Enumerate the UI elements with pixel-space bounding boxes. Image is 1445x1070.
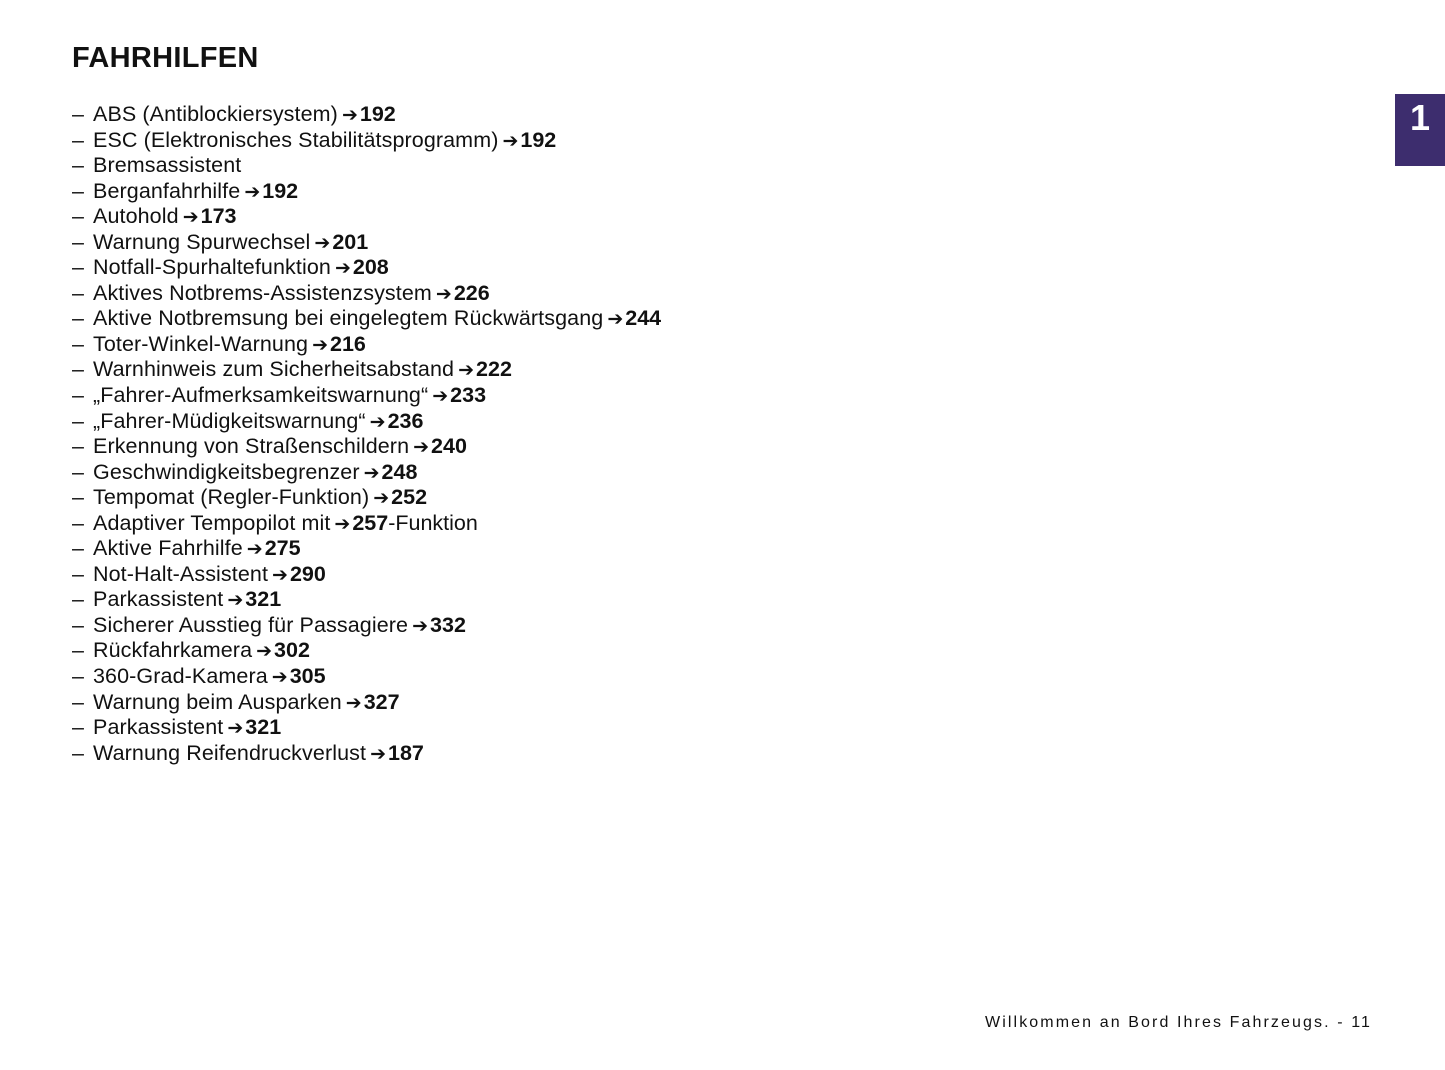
list-item: [72, 485, 661, 511]
bullet-dash: –: [72, 383, 84, 408]
page-reference-link[interactable]: 173: [200, 204, 237, 229]
page-reference-link[interactable]: 305: [289, 664, 326, 689]
bullet-dash: –: [72, 408, 84, 433]
item-label: Warnung Spurwechsel: [93, 229, 311, 254]
arrow-right-icon: ➔: [363, 462, 380, 484]
list-item: [72, 128, 661, 154]
item-label: ESC (Elektronisches Stabilitätsprogramm): [93, 127, 499, 152]
page-reference-link[interactable]: 257: [352, 510, 389, 535]
arrow-right-icon: ➔: [256, 641, 273, 663]
item-label-suffix: -Funktion: [388, 510, 478, 535]
item-label: Adaptiver Tempopilot mit: [93, 510, 331, 535]
bullet-dash: –: [72, 587, 84, 612]
arrow-right-icon: ➔: [272, 564, 288, 586]
chapter-tab[interactable]: 1: [1395, 94, 1445, 166]
arrow-right-icon: ➔: [502, 130, 519, 152]
list-item: [72, 230, 661, 256]
page-reference-link[interactable]: 321: [245, 587, 282, 612]
arrow-right-icon: ➔: [334, 513, 351, 535]
page-reference-link[interactable]: 226: [453, 280, 490, 305]
page-reference-link[interactable]: 192: [520, 127, 557, 152]
page-reference-link[interactable]: 208: [352, 255, 389, 280]
bullet-dash: –: [72, 127, 84, 152]
item-label: Erkennung von Straßenschildern: [93, 434, 410, 459]
arrow-right-icon: ➔: [271, 667, 288, 689]
list-item: [72, 715, 661, 741]
item-label: Toter-Winkel-Warnung: [93, 331, 309, 356]
arrow-right-icon: ➔: [334, 258, 351, 280]
page-reference-link[interactable]: 327: [363, 689, 400, 714]
item-label: Rückfahrkamera: [93, 638, 253, 663]
bullet-dash: –: [72, 255, 84, 280]
list-item: [72, 332, 661, 358]
item-label: Not-Halt-Assistent: [93, 561, 269, 586]
item-label: Tempomat (Regler-Funktion): [93, 485, 370, 510]
item-label: Geschwindigkeitsbegrenzer: [93, 459, 360, 484]
page-reference-link[interactable]: 332: [430, 612, 466, 637]
page-reference-link[interactable]: 321: [245, 715, 282, 740]
bullet-dash: –: [72, 612, 84, 637]
bullet-dash: –: [72, 204, 84, 229]
page-reference-link[interactable]: 187: [387, 740, 424, 765]
bullet-dash: –: [72, 740, 84, 765]
page-reference-link[interactable]: 244: [625, 306, 662, 331]
list-item: [72, 587, 661, 613]
item-label: Warnhinweis zum Sicherheitsabstand: [93, 357, 455, 382]
page-reference-link[interactable]: 240: [431, 434, 467, 459]
arrow-right-icon: ➔: [341, 105, 358, 126]
arrow-right-icon: ➔: [607, 309, 624, 331]
list-item: [72, 255, 661, 281]
item-label: Aktives Notbrems-Assistenzsystem: [93, 280, 432, 305]
list-item: [72, 690, 661, 716]
list-item: [72, 511, 661, 537]
bullet-dash: –: [72, 561, 84, 586]
arrow-right-icon: ➔: [227, 718, 244, 740]
list-item: [72, 383, 661, 409]
item-label: Aktive Fahrhilfe: [93, 536, 243, 561]
arrow-right-icon: ➔: [312, 334, 328, 356]
page-reference-link[interactable]: 222: [476, 357, 512, 382]
item-label: 360-Grad-Kamera: [93, 664, 268, 689]
list-item: [72, 638, 661, 664]
page-reference-link[interactable]: 252: [391, 485, 428, 510]
list-item: [72, 409, 661, 435]
page-reference-link[interactable]: 290: [289, 561, 326, 586]
list-item: [72, 179, 661, 205]
item-label: Parkassistent: [93, 587, 224, 612]
bullet-dash: –: [72, 357, 84, 382]
list-item: [72, 741, 661, 767]
item-label: „Fahrer-Müdigkeitswarnung“: [93, 408, 366, 433]
list-item: [72, 536, 661, 562]
page-footer: [985, 1014, 1372, 1032]
bullet-dash: –: [72, 229, 84, 254]
driving-aids-list: [72, 102, 661, 766]
bullet-dash: –: [72, 153, 84, 178]
bullet-dash: –: [72, 280, 84, 305]
item-label: Aktive Notbremsung bei eingelegtem Rückwärtsgang: [93, 306, 604, 331]
item-label: Warnung beim Ausparken: [93, 689, 342, 714]
list-item: [72, 357, 661, 383]
bullet-dash: –: [72, 510, 84, 535]
footer-text: Willkommen an Bord Ihres Fahrzeugs.: [985, 1014, 1331, 1031]
list-item: [72, 664, 661, 690]
page-reference-link[interactable]: 233: [450, 383, 487, 408]
list-item: [72, 153, 661, 179]
page-number: 11: [1351, 1014, 1372, 1031]
arrow-right-icon: ➔: [182, 207, 199, 229]
arrow-right-icon: ➔: [227, 590, 244, 612]
item-label: Bremsassistent: [93, 153, 242, 178]
page-reference-link[interactable]: 192: [262, 178, 299, 203]
list-item: [72, 306, 661, 332]
page-reference-link[interactable]: 201: [332, 229, 369, 254]
list-item: [72, 613, 661, 639]
bullet-dash: –: [72, 306, 84, 331]
item-label: „Fahrer-Aufmerksamkeitswarnung“: [93, 383, 429, 408]
item-label: Parkassistent: [93, 715, 224, 740]
bullet-dash: –: [72, 689, 84, 714]
page-reference-link[interactable]: 216: [330, 331, 366, 356]
list-item: [72, 434, 661, 460]
arrow-right-icon: ➔: [435, 283, 452, 305]
bullet-dash: –: [72, 536, 84, 561]
item-label: Berganfahrhilfe: [93, 178, 241, 203]
bullet-dash: –: [72, 102, 84, 126]
item-label: Notfall-Spurhaltefunktion: [93, 255, 331, 280]
item-label: Autohold: [93, 204, 179, 229]
arrow-right-icon: ➔: [373, 488, 390, 510]
item-label: Sicherer Ausstieg für Passagiere: [93, 612, 409, 637]
page-reference-link[interactable]: 236: [387, 408, 424, 433]
page-reference-link[interactable]: 248: [381, 459, 418, 484]
list-item: [72, 102, 661, 128]
arrow-right-icon: ➔: [370, 743, 386, 765]
footer-separator: -: [1330, 1014, 1352, 1031]
arrow-right-icon: ➔: [345, 692, 362, 714]
page-reference-link[interactable]: 275: [264, 536, 301, 561]
bullet-dash: –: [72, 485, 84, 510]
page-reference-link[interactable]: 192: [359, 102, 396, 126]
arrow-right-icon: ➔: [244, 181, 261, 203]
arrow-right-icon: ➔: [314, 232, 331, 254]
list-item: [72, 281, 661, 307]
list-item: [72, 204, 661, 230]
page-reference-link[interactable]: 302: [274, 638, 310, 663]
bullet-dash: –: [72, 459, 84, 484]
page-title: FAHRHILFEN: [72, 42, 259, 74]
bullet-dash: –: [72, 178, 84, 203]
arrow-right-icon: ➔: [246, 539, 263, 561]
list-item: [72, 460, 661, 486]
arrow-right-icon: ➔: [432, 386, 449, 408]
bullet-dash: –: [72, 664, 84, 689]
bullet-dash: –: [72, 715, 84, 740]
arrow-right-icon: ➔: [369, 411, 386, 433]
item-label: Warnung Reifendruckverlust: [93, 740, 367, 765]
item-label: ABS (Antiblockiersystem): [93, 102, 338, 126]
list-item: [72, 562, 661, 588]
arrow-right-icon: ➔: [413, 437, 430, 459]
arrow-right-icon: ➔: [412, 615, 429, 637]
bullet-dash: –: [72, 331, 84, 356]
arrow-right-icon: ➔: [458, 360, 475, 382]
bullet-dash: –: [72, 638, 84, 663]
bullet-dash: –: [72, 434, 84, 459]
